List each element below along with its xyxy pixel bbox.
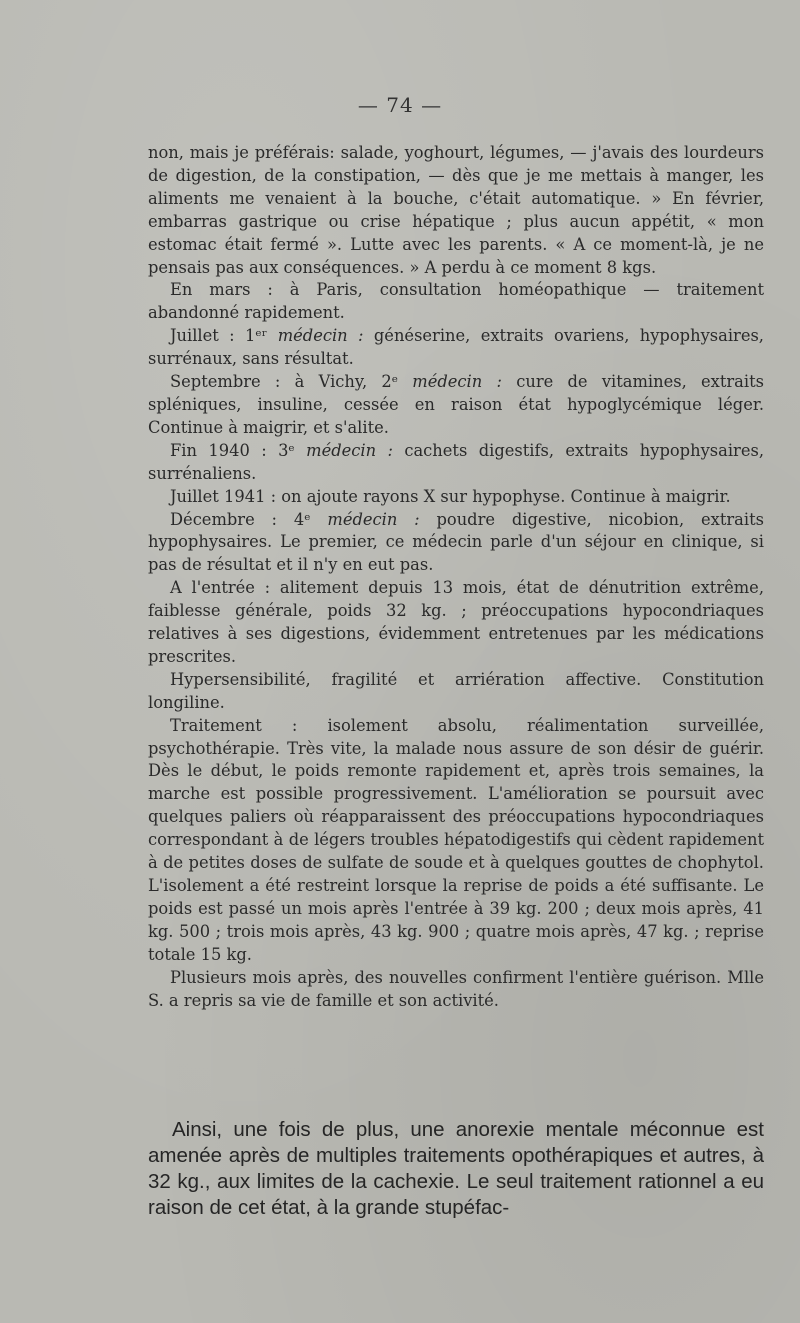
conclusion-paragraph: Ainsi, une fois de plus, une anorexie mentale méconnue est amenée après de multiples traitements opothérapiques et autres, à 32 kg., aux limites de la cachexie. Le seul traitement rationnel a eu raison de cet état, à la grande stupéfac- — [148, 1117, 764, 1219]
paragraph-5 — [148, 440, 764, 486]
case-report-body — [148, 142, 764, 1012]
paragraph-7-italic: médecin : — [327, 509, 420, 529]
paragraph-3-italic: médecin : — [277, 326, 364, 346]
page-number: — 74 — — [357, 93, 443, 117]
paragraph-3 — [148, 325, 764, 371]
paragraph-11: Plusieurs mois après, des nouvelles confirment l'entière guérison. Mlle S. a repris sa vie de famille et son activité. — [148, 967, 764, 1010]
paragraph-3-rest: généserine, extraits ovariens, hypophysaires, surrénaux, sans résultat. — [148, 326, 764, 369]
paragraph-7-lead: Décembre : 4ᵉ — [170, 509, 328, 529]
paragraph-7-rest: poudre digestive, nicobion, extraits hypophysaires. Le premier, ce médecin parle d'un séjour en clinique, si pas de résultat et il n'y en eut pas. — [148, 509, 764, 575]
paragraph-5-lead: Fin 1940 : 3ᵉ — [170, 440, 307, 460]
paragraph-5-rest: cachets digestifs, extraits hypophysaires, surrénaliens. — [148, 440, 764, 483]
paragraph-4-italic: médecin : — [412, 372, 502, 392]
paragraph-4-lead: Septembre : à Vichy, 2ᵉ — [170, 372, 413, 392]
paragraph-1: non, mais je préférais: salade, yoghourt, légumes, — j'avais des lourdeurs de digestion, de la constipation, — dès que je me mettais à manger, les aliments me venaient à la bouche, c'était automatique. » En février, embarras gastrique ou crise hépatique ; plus aucun appétit, « mon estomac était fermé ». Lutte avec les parents. « A ce moment-là, je ne pensais pas aux conséquences. » A perdu à ce moment 8 kgs. — [148, 143, 764, 277]
paragraph-4-rest: cure de vitamines, extraits spléniques, insuline, cessée en raison état hypoglycémique léger. Continue à maigrir, et s'alite. — [148, 372, 764, 437]
paragraph-9: Hypersensibilité, fragilité et arriération affective. Constitution longiline. — [148, 669, 764, 712]
paragraph-10: Traitement : isolement absolu, réalimentation surveillée, psychothérapie. Très vite, la malade nous assure de son désir de guérir. Dès le début, le poids remonte rapidement et, après trois semaines, la marche est possible progressivement. L'amélioration se poursuit avec quelques paliers où réapparaissent des préoccupations hypocondriaques correspondant à de légers troubles hépatodigestifs qui cèdent rapidement à de petites doses de sulfate de soude et à quelques gouttes de chophytol. L'isolement a été restreint lorsque la reprise de poids a été suffisante. Le poids est passé un mois après l'entrée à 39 kg. 200 ; deux mois après, 41 kg. 500 ; trois mois après, 43 kg. 900 ; quatre mois après, 47 kg. ; reprise totale 15 kg. — [148, 715, 764, 964]
paragraph-8: A l'entrée : alitement depuis 13 mois, état de dénutrition extrême, faiblesse générale, poids 32 kg. ; préoccupations hypocondriaques relatives à ses digestions, évidemment entretenues par les médications prescrites. — [148, 578, 764, 666]
paragraph-4 — [148, 371, 764, 440]
paragraph-6: Juillet 1941 : on ajoute rayons X sur hypophyse. Continue à maigrir. — [170, 486, 731, 506]
paragraph-5-italic: médecin : — [306, 440, 393, 460]
paragraph-2: En mars : à Paris, consultation homéopathique — traitement abandonné rapidement. — [148, 280, 764, 323]
paragraph-3-lead: Juillet : 1ᵉʳ — [170, 326, 278, 346]
paragraph-7 — [148, 509, 764, 578]
